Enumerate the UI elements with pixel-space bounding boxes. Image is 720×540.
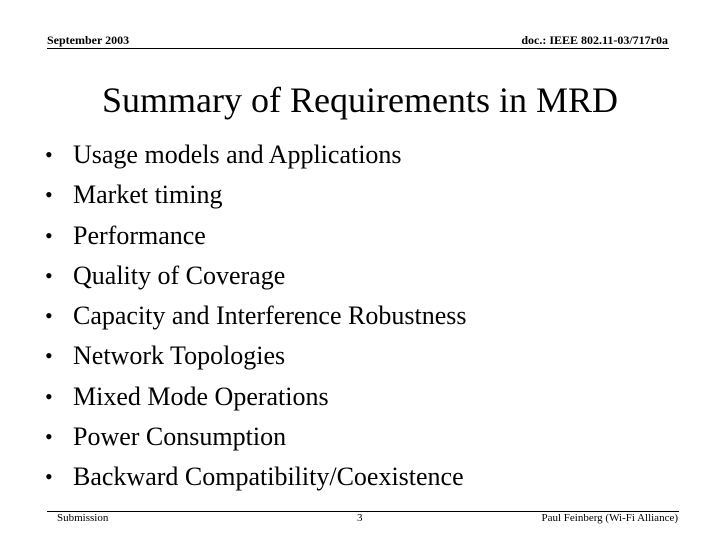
bullet-dot-icon: • — [45, 262, 53, 288]
bullet-text: Market timing — [73, 180, 223, 210]
bullet-text: Capacity and Interference Robustness — [73, 301, 467, 331]
bullet-dot-icon: • — [45, 142, 53, 167]
header-doc-id: doc.: IEEE 802.11-03/717r0a — [521, 33, 668, 47]
bullet-dot-icon: • — [45, 343, 53, 369]
bullet-dot-icon: • — [45, 303, 53, 329]
bullet-dot-icon: • — [45, 222, 53, 248]
footer-author: Paul Feinberg (Wi-Fi Alliance) — [541, 512, 678, 524]
bullet-text: Network Topologies — [73, 341, 286, 371]
footer-submission: Submission — [57, 512, 109, 524]
bullet-dot-icon: • — [45, 464, 53, 490]
bullet-text: Quality of Coverage — [73, 260, 286, 290]
bullet-dot-icon: • — [45, 424, 53, 450]
slide-title: Summary of Requirements in MRD — [102, 80, 618, 120]
footer-page-number: 3 — [357, 512, 363, 524]
bullet-text: Backward Compatibility/Coexistence — [73, 462, 464, 492]
bullet-text: Mixed Mode Operations — [73, 381, 329, 411]
bullet-dot-icon: • — [45, 182, 53, 208]
bullet-dot-icon: • — [45, 383, 53, 409]
bullet-text: Performance — [73, 220, 206, 250]
header-date: September 2003 — [47, 33, 130, 47]
bullet-text: Usage models and Applications — [73, 140, 402, 169]
header-divider — [47, 48, 669, 49]
bullet-text: Power Consumption — [73, 422, 287, 452]
